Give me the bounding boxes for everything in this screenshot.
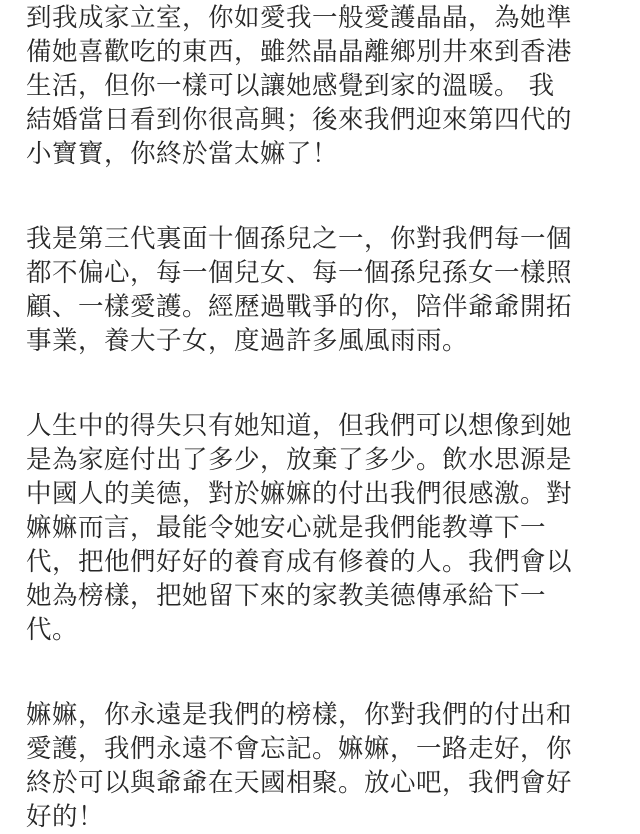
text-line: 代，把他們好好的養育成有修養的人。我們會以 xyxy=(26,547,573,577)
text-line: 好的！ xyxy=(26,802,105,832)
text-line: 她為榜樣，把她留下來的家教美德傳承給下一 xyxy=(26,581,547,611)
text-line: 小寶寶，你終於當太嫲了！ xyxy=(26,139,339,169)
text-line: 人生中的得失只有她知道，但我們可以想像到她 xyxy=(26,411,573,441)
paragraph-2 xyxy=(26,222,626,358)
text-line: 結婚當日看到你很高興；後來我們迎來第四代的 xyxy=(26,105,573,135)
text-line: 代。 xyxy=(26,615,79,645)
text-line: 嫲嫲，你永遠是我們的榜樣，你對我們的付出和 xyxy=(26,700,573,730)
paragraph-3 xyxy=(26,409,626,647)
text-line: 愛護，我們永遠不會忘記。嫲嫲，一路走好，你 xyxy=(26,734,573,764)
paragraph-1 xyxy=(26,0,626,171)
paragraph-4 xyxy=(26,698,626,834)
text-line: 到我成家立室，你如愛我一般愛護晶晶，為她準 xyxy=(26,3,573,33)
text-line: 終於可以與爺爺在天國相聚。放心吧，我們會好 xyxy=(26,768,573,798)
text-line: 事業，養大子女，度過許多風風雨雨。 xyxy=(26,326,469,356)
text-line: 顧、一樣愛護。經歷過戰爭的你，陪伴爺爺開拓 xyxy=(26,292,573,322)
text-line: 備她喜歡吃的東西，雖然晶晶離鄉別井來到香港 xyxy=(26,37,573,67)
text-line: 生活，但你一樣可以讓她感覺到家的溫暖。 我 xyxy=(26,71,555,101)
text-line: 是為家庭付出了多少，放棄了多少。飲水思源是 xyxy=(26,445,573,475)
text-line: 都不偏心，每一個兒女、每一個孫兒孫女一樣照 xyxy=(26,258,573,288)
text-line: 嫲嫲而言，最能令她安心就是我們能教導下一 xyxy=(26,513,547,543)
text-line: 中國人的美德，對於嫲嫲的付出我們很感激。對 xyxy=(26,479,573,509)
text-line: 我是第三代裏面十個孫兒之一，你對我們每一個 xyxy=(26,224,573,254)
